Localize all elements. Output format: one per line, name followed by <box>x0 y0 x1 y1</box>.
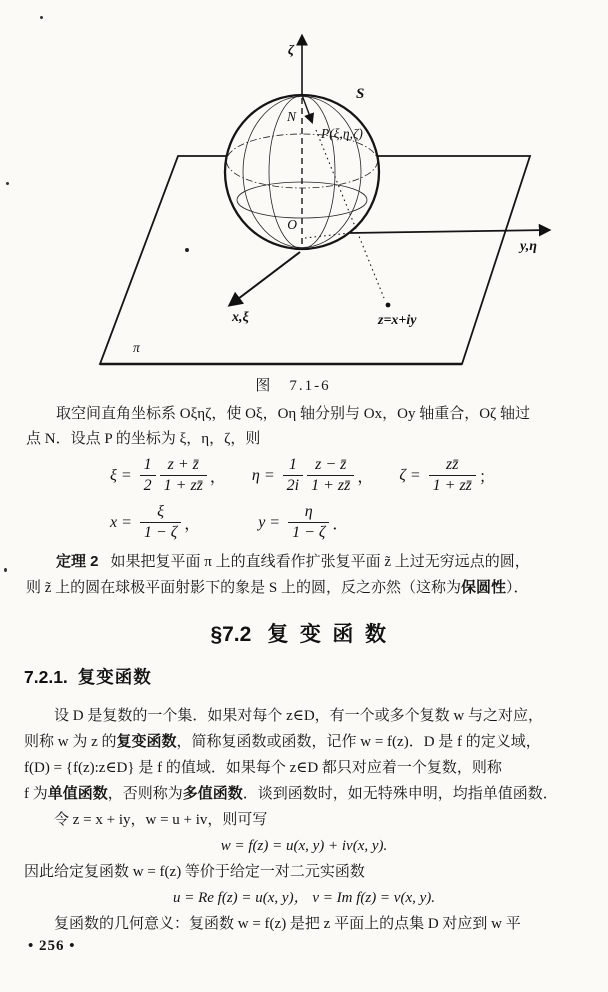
display-formula: w = f(z) = u(x, y) + iv(x, y). <box>220 838 388 854</box>
page-number: • 256 • <box>28 938 76 954</box>
sphere-label: S <box>356 86 365 102</box>
body-text <box>0 703 608 937</box>
separator: ； <box>478 469 495 487</box>
x-axis <box>230 252 300 305</box>
formula-y <box>258 503 348 543</box>
point-p-label: P(ξ,η,ζ) <box>321 126 363 141</box>
text-run: f 为 <box>24 786 48 802</box>
numerator: ξ <box>140 503 181 523</box>
scan-speck <box>185 248 189 252</box>
numerator: 1 <box>283 456 303 476</box>
numerator: z − z̄ <box>307 456 354 476</box>
text-line: 因此给定复函数 w = f(z) 等价于给定一对二元实函数 <box>24 864 365 880</box>
scan-speck <box>40 16 43 19</box>
text-line: 复函数的几何意义：复函数 w = f(z) 是把 z 平面上的点集 D 对应到 w 平 <box>54 916 521 932</box>
formula-xi <box>110 456 226 496</box>
formula-x-y <box>110 503 348 543</box>
subsection-heading <box>24 664 152 689</box>
z-point-marker <box>386 303 391 308</box>
plane-label: π <box>133 340 140 355</box>
numerator: η <box>288 503 329 523</box>
formula-eta <box>252 456 373 496</box>
formula-lhs: η = <box>251 466 275 484</box>
text-line <box>26 575 582 601</box>
scan-speck <box>6 182 9 185</box>
text-run: 则称 w 为 z 的 <box>24 734 117 750</box>
text-run: ，否则称为 <box>107 786 183 802</box>
denominator: 2 <box>143 477 152 495</box>
section-title: 复变函数 <box>267 623 398 646</box>
separator: ， <box>184 516 201 534</box>
paragraph-coordinates <box>0 402 608 452</box>
text-line: 令 z = x + iy，w = u + iv，则可写 <box>54 812 268 828</box>
formula-xi-eta-zeta <box>110 456 495 496</box>
numerator: zz̄ <box>429 456 476 476</box>
denominator: 1 + zz̄ <box>163 477 203 495</box>
z-point-label: z=x+iy <box>378 313 417 328</box>
north-pole-label: N <box>286 109 296 124</box>
denominator: 1 − ζ <box>292 524 326 542</box>
separator: ． <box>332 516 349 534</box>
text-line: 取空间直角坐标系 Oξηζ，使 Oξ，Oη 轴分别与 Ox，Oy 轴重合，Oζ 轴过 <box>56 406 530 422</box>
fraction <box>160 456 207 496</box>
text-line <box>26 549 582 575</box>
zeta-axis-label: ζ <box>287 43 294 58</box>
theorem-text: ）． <box>506 580 529 596</box>
fraction <box>140 456 156 496</box>
text-line: 设 D 是复数的一个集．如果对每个 z∈D，有一个或多个复数 w 与之对应， <box>54 708 544 724</box>
x-axis-label: x,ξ <box>232 310 249 325</box>
numerator: 1 <box>140 456 156 476</box>
separator: ， <box>357 469 374 487</box>
theorem-text: 则 z̃ 上的圆在球极平面射影下的象是 S 上的圆，反之亦然（这称为 <box>26 580 462 596</box>
theorem-2 <box>0 549 608 601</box>
denominator: 2i <box>286 477 300 495</box>
fraction <box>307 456 354 496</box>
formula-lhs: ζ = <box>399 466 421 484</box>
formula-lhs: y = <box>258 513 281 531</box>
bold-term: 多值函数 <box>182 785 243 802</box>
y-axis-label: y,η <box>520 239 537 254</box>
section-heading <box>0 618 608 648</box>
riemann-sphere-figure <box>0 14 608 374</box>
fraction <box>288 503 329 543</box>
text-line: 点 N．设点 P 的坐标为 ξ，η，ζ，则 <box>26 431 261 447</box>
numerator: z + z̄ <box>160 456 207 476</box>
figure-caption: 图 7.1-6 <box>255 378 331 394</box>
bold-term: 复变函数 <box>116 733 177 750</box>
section-number: §7.2 <box>210 623 252 646</box>
y-axis <box>350 230 549 233</box>
formula-lhs: ξ = <box>110 466 132 484</box>
text-line <box>0 781 608 807</box>
subsection-number: 7.2.1. <box>24 667 68 687</box>
text-line <box>0 729 608 755</box>
theorem-label: 定理 2 <box>56 553 99 570</box>
separator: ， <box>209 469 226 487</box>
subsection-title: 复变函数 <box>77 667 152 687</box>
theorem-text: 如果把复平面 π 上的直线看作扩张复平面 z̃ 上过无穷远点的圆， <box>110 554 530 570</box>
fraction <box>429 456 476 496</box>
scan-speck <box>4 568 7 572</box>
bold-term: 单值函数 <box>47 785 108 802</box>
denominator: 1 − ζ <box>143 524 178 542</box>
denominator: 1 + zz̄ <box>432 477 472 495</box>
formula-x <box>110 503 200 543</box>
fraction <box>283 456 303 496</box>
denominator: 1 + zz̄ <box>311 477 351 495</box>
text-line: f(D) = {f(z):z∈D} 是 f 的值域．如果每个 z∈D 都只对应着一个复数，则称 <box>24 760 502 776</box>
bold-term: 保圆性 <box>461 579 507 596</box>
formula-lhs: x = <box>110 513 132 531</box>
text-run: ．谈到函数时，如无特殊申明，均指单值函数． <box>242 786 558 802</box>
formula-zeta <box>399 456 495 496</box>
display-formula: u = Re f(z) = u(x, y)， v = Im f(z) = v(x, y). <box>172 890 436 906</box>
text-run: ，简称复函数或函数，记作 w = f(z)．D 是 f 的定义域， <box>176 734 541 750</box>
fraction <box>140 503 181 543</box>
origin-label: O <box>287 217 297 232</box>
